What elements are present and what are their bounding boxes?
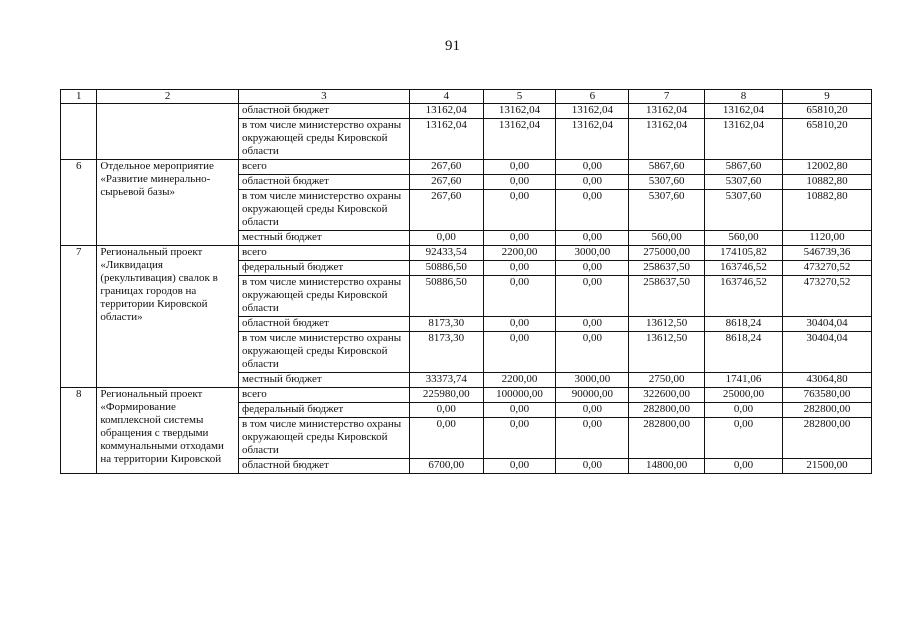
table-row: [61, 246, 872, 261]
measure-name: Отдельное мероприятие «Развитие минерально-сырьевой базы»: [97, 160, 239, 246]
year-value: 13162,04: [483, 104, 556, 119]
year-value: 5307,60: [629, 175, 705, 190]
total-value: 282800,00: [782, 403, 871, 418]
year-value: 0,00: [556, 231, 629, 246]
year-value: 92433,54: [409, 246, 483, 261]
measure-name: Региональный проект «Ликвидация (рекультивация) свалок в границах городов на территории Кировской области»: [97, 246, 239, 388]
year-value: 0,00: [556, 317, 629, 332]
year-value: 13162,04: [409, 119, 483, 160]
funding-source-label: местный бюджет: [238, 231, 409, 246]
column-header: 7: [629, 90, 705, 104]
year-value: 50886,50: [409, 261, 483, 276]
total-value: 473270,52: [782, 276, 871, 317]
total-value: 30404,04: [782, 332, 871, 373]
year-value: 13612,50: [629, 332, 705, 373]
total-value: 1120,00: [782, 231, 871, 246]
year-value: 3000,00: [556, 246, 629, 261]
column-header: 1: [61, 90, 97, 104]
year-value: 5307,60: [705, 190, 783, 231]
year-value: 0,00: [483, 317, 556, 332]
funding-source-label: федеральный бюджет: [238, 261, 409, 276]
total-value: 65810,20: [782, 119, 871, 160]
year-value: 8173,30: [409, 332, 483, 373]
total-value: 10882,80: [782, 175, 871, 190]
funding-source-label: в том числе министерство охраны окружающей среды Кировской области: [238, 190, 409, 231]
budget-table: [60, 89, 872, 474]
year-value: 100000,00: [483, 388, 556, 403]
year-value: 6700,00: [409, 459, 483, 474]
year-value: 5307,60: [629, 190, 705, 231]
year-value: 0,00: [409, 403, 483, 418]
year-value: 282800,00: [629, 403, 705, 418]
year-value: 13612,50: [629, 317, 705, 332]
year-value: 560,00: [705, 231, 783, 246]
column-header: 9: [782, 90, 871, 104]
year-value: 282800,00: [629, 418, 705, 459]
row-number: 6: [61, 160, 97, 246]
year-value: 258637,50: [629, 276, 705, 317]
column-header: 4: [409, 90, 483, 104]
year-value: 225980,00: [409, 388, 483, 403]
year-value: 5867,60: [705, 160, 783, 175]
year-value: 0,00: [556, 403, 629, 418]
year-value: 13162,04: [629, 104, 705, 119]
year-value: 13162,04: [483, 119, 556, 160]
year-value: 0,00: [483, 160, 556, 175]
year-value: 25000,00: [705, 388, 783, 403]
column-header: 6: [556, 90, 629, 104]
year-value: 0,00: [556, 175, 629, 190]
year-value: 90000,00: [556, 388, 629, 403]
year-value: 267,60: [409, 175, 483, 190]
funding-source-label: всего: [238, 246, 409, 261]
column-number-row: [61, 90, 872, 104]
funding-source-label: в том числе министерство охраны окружающей среды Кировской области: [238, 119, 409, 160]
year-value: 0,00: [483, 403, 556, 418]
year-value: 13162,04: [629, 119, 705, 160]
row-number: [61, 104, 97, 160]
row-number: 7: [61, 246, 97, 388]
year-value: 0,00: [556, 418, 629, 459]
year-value: 163746,52: [705, 276, 783, 317]
year-value: 0,00: [483, 418, 556, 459]
measure-name: [97, 104, 239, 160]
year-value: 0,00: [556, 332, 629, 373]
table-body: [61, 104, 872, 474]
year-value: 0,00: [483, 332, 556, 373]
year-value: 0,00: [556, 276, 629, 317]
funding-source-label: областной бюджет: [238, 317, 409, 332]
total-value: 65810,20: [782, 104, 871, 119]
year-value: 1741,06: [705, 373, 783, 388]
funding-source-label: в том числе министерство охраны окружающей среды Кировской области: [238, 276, 409, 317]
year-value: 267,60: [409, 190, 483, 231]
year-value: 0,00: [705, 403, 783, 418]
year-value: 33373,74: [409, 373, 483, 388]
year-value: 0,00: [483, 190, 556, 231]
table-row: [61, 388, 872, 403]
year-value: 13162,04: [705, 104, 783, 119]
funding-source-label: в том числе министерство охраны окружающей среды Кировской области: [238, 332, 409, 373]
column-header: 5: [483, 90, 556, 104]
year-value: 5307,60: [705, 175, 783, 190]
year-value: 0,00: [483, 261, 556, 276]
total-value: 473270,52: [782, 261, 871, 276]
year-value: 8173,30: [409, 317, 483, 332]
year-value: 13162,04: [556, 104, 629, 119]
year-value: 174105,82: [705, 246, 783, 261]
total-value: 546739,36: [782, 246, 871, 261]
year-value: 2750,00: [629, 373, 705, 388]
row-number: 8: [61, 388, 97, 474]
year-value: 13162,04: [705, 119, 783, 160]
funding-source-label: федеральный бюджет: [238, 403, 409, 418]
year-value: 2200,00: [483, 373, 556, 388]
funding-source-label: в том числе министерство охраны окружающей среды Кировской области: [238, 418, 409, 459]
year-value: 163746,52: [705, 261, 783, 276]
year-value: 0,00: [483, 459, 556, 474]
table-row: [61, 104, 872, 119]
total-value: 12002,80: [782, 160, 871, 175]
funding-source-label: местный бюджет: [238, 373, 409, 388]
total-value: 21500,00: [782, 459, 871, 474]
table-row: [61, 160, 872, 175]
year-value: 5867,60: [629, 160, 705, 175]
total-value: 43064,80: [782, 373, 871, 388]
year-value: 0,00: [483, 175, 556, 190]
year-value: 0,00: [556, 261, 629, 276]
year-value: 0,00: [409, 231, 483, 246]
year-value: 258637,50: [629, 261, 705, 276]
page-number: 91: [445, 38, 460, 54]
total-value: 30404,04: [782, 317, 871, 332]
year-value: 322600,00: [629, 388, 705, 403]
year-value: 8618,24: [705, 317, 783, 332]
funding-source-label: областной бюджет: [238, 175, 409, 190]
year-value: 3000,00: [556, 373, 629, 388]
year-value: 13162,04: [409, 104, 483, 119]
year-value: 267,60: [409, 160, 483, 175]
year-value: 13162,04: [556, 119, 629, 160]
year-value: 0,00: [483, 276, 556, 317]
column-header: 3: [238, 90, 409, 104]
year-value: 560,00: [629, 231, 705, 246]
year-value: 0,00: [556, 459, 629, 474]
year-value: 0,00: [556, 190, 629, 231]
total-value: 763580,00: [782, 388, 871, 403]
total-value: 10882,80: [782, 190, 871, 231]
year-value: 8618,24: [705, 332, 783, 373]
funding-source-label: всего: [238, 160, 409, 175]
year-value: 0,00: [556, 160, 629, 175]
year-value: 275000,00: [629, 246, 705, 261]
funding-source-label: всего: [238, 388, 409, 403]
year-value: 50886,50: [409, 276, 483, 317]
year-value: 0,00: [483, 231, 556, 246]
year-value: 0,00: [705, 459, 783, 474]
year-value: 2200,00: [483, 246, 556, 261]
year-value: 0,00: [409, 418, 483, 459]
column-header: 2: [97, 90, 239, 104]
total-value: 282800,00: [782, 418, 871, 459]
column-header: 8: [705, 90, 783, 104]
year-value: 0,00: [705, 418, 783, 459]
funding-source-label: областной бюджет: [238, 104, 409, 119]
funding-source-label: областной бюджет: [238, 459, 409, 474]
year-value: 14800,00: [629, 459, 705, 474]
measure-name: Региональный проект «Формирование комплексной системы обращения с твердыми коммунальными отходами на территории Кировской: [97, 388, 239, 474]
